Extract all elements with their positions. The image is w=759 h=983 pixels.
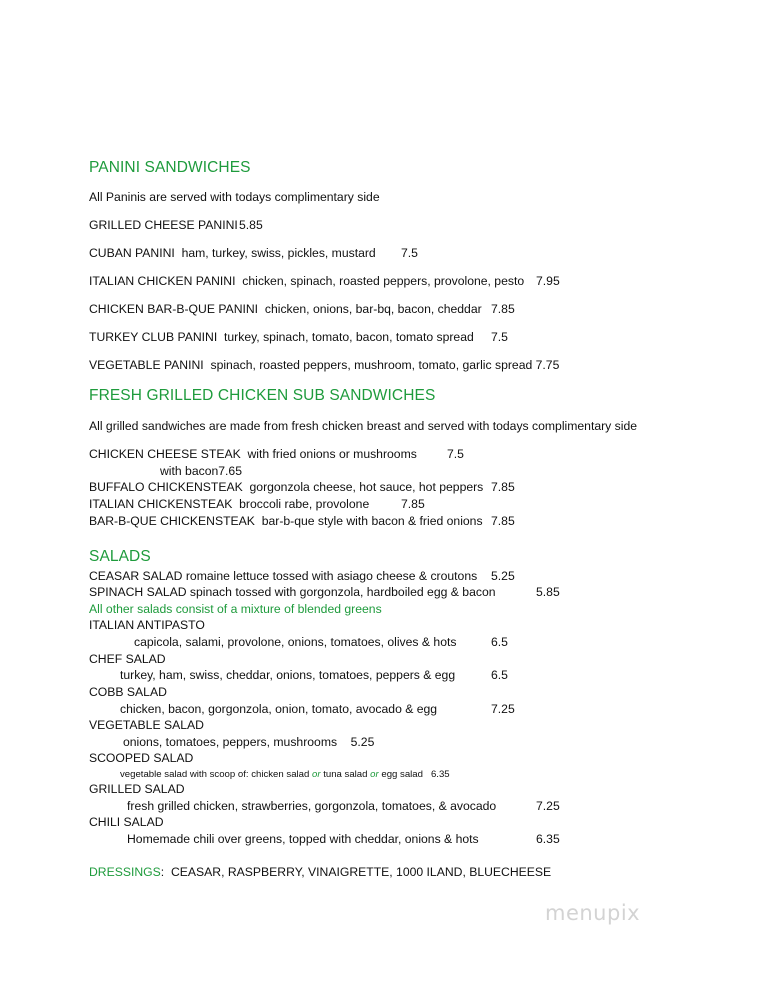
or-connector: or	[370, 769, 379, 780]
item-name: COBB SALAD	[89, 685, 167, 699]
extra-price: 7.65	[218, 464, 242, 478]
item-name: BAR-B-QUE CHICKENSTEAK	[89, 514, 255, 528]
item-name: VEGETABLE PANINI	[89, 358, 204, 372]
menu-item	[89, 330, 474, 344]
item-description: chicken, onions, bar-bq, bacon, cheddar	[264, 302, 482, 316]
item-price: 6.35	[430, 769, 450, 780]
salads-note: All other salads consist of a mixture of blended greens	[89, 602, 382, 616]
item-name: BUFFALO CHICKENSTEAK	[89, 480, 243, 494]
menu-item	[89, 246, 376, 260]
item-description: onions, tomatoes, peppers, mushrooms	[123, 735, 338, 749]
chicken-subs-note: All grilled sandwiches are made from fresh chicken breast and served with todays complimentary side	[89, 419, 638, 433]
menu-item	[89, 514, 483, 528]
item-description: Homemade chili over greens, topped with cheddar, onions & hots	[127, 832, 479, 846]
dressings-list: CEASAR, RASPBERRY, VINAIGRETTE, 1000 ILAND, BLUECHEESE	[170, 865, 552, 879]
item-description: romaine lettuce tossed with asiago cheese & croutons	[185, 569, 478, 583]
item-name: CHICKEN CHEESE STEAK	[89, 447, 241, 461]
item-price: 5.85	[239, 218, 263, 232]
item-description: capicola, salami, provolone, onions, tomatoes, olives & hots	[134, 635, 457, 649]
menu-item	[123, 735, 374, 749]
item-description: fresh grilled chicken, strawberries, gorgonzola, tomatoes, & avocado	[127, 799, 497, 813]
item-price: 7.75	[535, 358, 560, 372]
dressings-line	[89, 865, 551, 879]
scoop-option-chicken: vegetable salad with scoop of: chicken salad	[120, 769, 310, 780]
item-name: CHILI SALAD	[89, 815, 164, 829]
item-name: ITALIAN ANTIPASTO	[89, 618, 205, 632]
menu-item	[89, 302, 482, 316]
item-description	[120, 769, 450, 780]
item-description: ham, turkey, swiss, pickles, mustard	[181, 246, 376, 260]
item-price: 7.5	[401, 246, 418, 260]
menu-item	[89, 585, 496, 599]
menu-item	[89, 358, 559, 372]
item-price: 5.25	[491, 569, 515, 583]
watermark-logo: menupix	[545, 901, 641, 925]
menu-item	[89, 569, 477, 583]
item-price: 6.5	[491, 635, 508, 649]
item-price: 7.5	[447, 447, 464, 461]
item-price: 7.85	[491, 514, 515, 528]
chicken-subs-heading: FRESH GRILLED CHICKEN SUB SANDWICHES	[89, 387, 436, 404]
item-price: 7.95	[536, 274, 560, 288]
item-description: chicken, spinach, roasted peppers, provolone, pesto	[242, 274, 525, 288]
item-name: TURKEY CLUB PANINI	[89, 330, 218, 344]
item-name: VEGETABLE SALAD	[89, 718, 204, 732]
item-price: 6.5	[491, 668, 508, 682]
item-name: SPINACH SALAD	[89, 585, 187, 599]
or-connector: or	[312, 769, 321, 780]
item-name: ITALIAN CHICKENSTEAK	[89, 497, 233, 511]
item-description: turkey, spinach, tomato, bacon, tomato spread	[224, 330, 474, 344]
item-description: with fried onions or mushrooms	[247, 447, 417, 461]
item-name: ITALIAN CHICKEN PANINI	[89, 274, 236, 288]
item-description: gorgonzola cheese, hot sauce, hot peppers	[249, 480, 484, 494]
menu-item	[89, 480, 483, 494]
item-name: CHICKEN BAR-B-QUE PANINI	[89, 302, 259, 316]
item-price: 7.5	[491, 330, 508, 344]
item-description: spinach, roasted peppers, mushroom, tomato, garlic spread	[210, 358, 533, 372]
extra-label: with bacon	[160, 464, 219, 478]
item-price: 7.85	[401, 497, 425, 511]
item-name: GRILLED SALAD	[89, 782, 185, 796]
item-name: SCOOPED SALAD	[89, 751, 194, 765]
item-description: spinach tossed with gorgonzola, hardboiled egg & bacon	[189, 585, 496, 599]
item-description: broccoli rabe, provolone	[239, 497, 370, 511]
item-name: CHEF SALAD	[89, 652, 166, 666]
item-price: 7.85	[491, 480, 515, 494]
item-name: CEASAR SALAD	[89, 569, 183, 583]
item-description: turkey, ham, swiss, cheddar, onions, tomatoes, peppers & egg	[120, 668, 456, 682]
item-description: chicken, bacon, gorgonzola, onion, tomato, avocado & egg	[120, 702, 438, 716]
item-name: CUBAN PANINI	[89, 246, 175, 260]
menu-item	[89, 218, 238, 232]
menu-item	[89, 274, 524, 288]
menu-item	[89, 447, 417, 461]
item-price: 5.85	[536, 585, 560, 599]
item-description: bar-b-que style with bacon & fried onions	[261, 514, 483, 528]
salads-heading: SALADS	[89, 548, 151, 565]
item-price: 5.25	[350, 735, 375, 749]
item-price: 7.85	[491, 302, 515, 316]
item-name: GRILLED CHEESE PANINI	[89, 218, 238, 232]
item-price: 6.35	[536, 832, 560, 846]
panini-note: All Paninis are served with todays complimentary side	[89, 190, 380, 204]
scoop-option-tuna: tuna salad	[323, 769, 368, 780]
scoop-option-egg: egg salad	[381, 769, 423, 780]
dressings-colon: :	[160, 865, 165, 879]
item-price: 7.25	[491, 702, 515, 716]
panini-heading: PANINI SANDWICHES	[89, 159, 251, 176]
item-extra	[160, 464, 242, 478]
menu-item	[89, 497, 369, 511]
dressings-label: DRESSINGS	[89, 865, 161, 879]
item-price: 7.25	[536, 799, 560, 813]
